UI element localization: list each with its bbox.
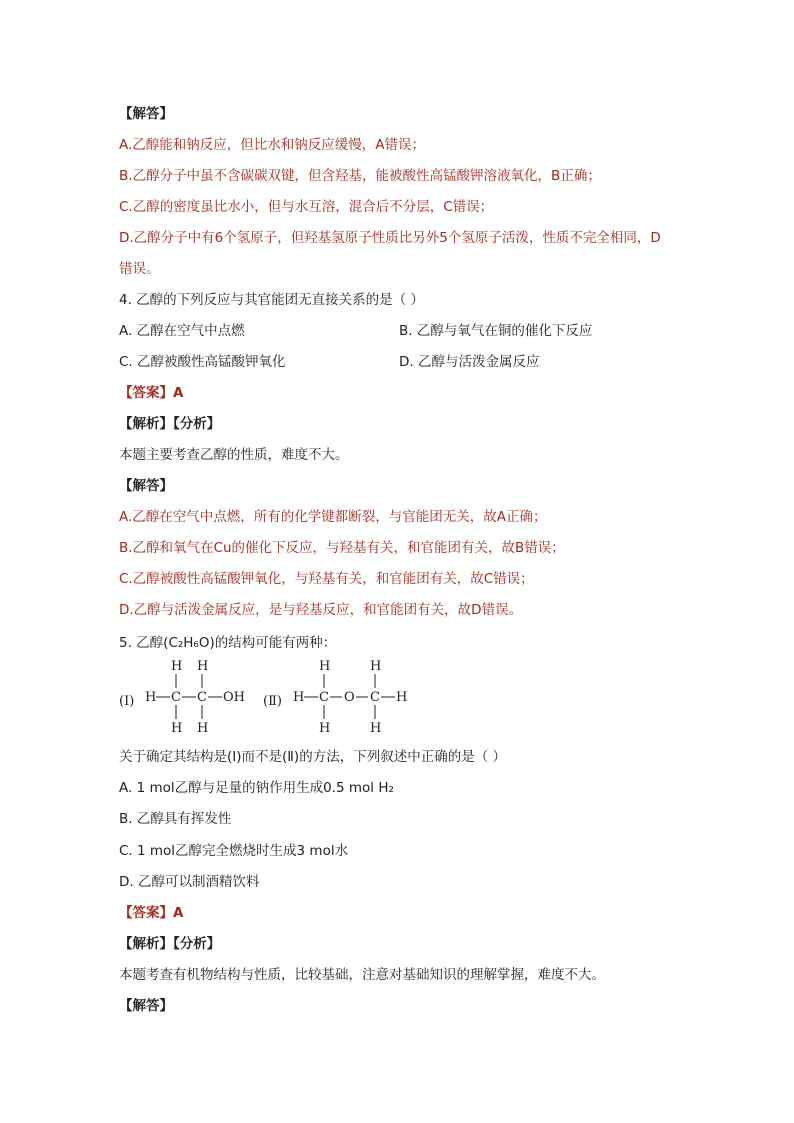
question-4-stem: 4. 乙醇的下列反应与其官能团无直接关系的是（ ）	[119, 292, 424, 308]
atom: H	[171, 659, 183, 674]
question-5-analysis: 本题考查有机物结构与性质，比较基础，注意对基础知识的理解掌握，难度不大。	[119, 967, 605, 983]
question-5-question: 关于确定其结构是(Ⅰ)而不是(Ⅱ)的方法，下列叙述中正确的是（ ）	[119, 749, 506, 765]
atom: H	[396, 690, 408, 705]
question-5-option-d: D. 乙醇可以制酒精饮料	[119, 874, 260, 890]
atom: H	[145, 690, 157, 705]
atom: H	[370, 659, 382, 674]
atom: H	[370, 721, 382, 736]
structure-1-label: (Ⅰ)	[119, 694, 135, 709]
question-4-answer: 【答案】A	[119, 385, 184, 401]
question-4-solution-d: D.乙醇与活泼金属反应，是与羟基反应，和官能团有关，故D错误。	[119, 602, 523, 618]
atom: H	[293, 690, 305, 705]
question-4-solution-c: C.乙醇被酸性高锰酸钾氧化，与羟基有关，和官能团有关，故C错误；	[119, 571, 534, 587]
atom: OH	[223, 690, 245, 705]
question-5-stem: 5. 乙醇(C₂H₆O)的结构可能有两种：	[119, 635, 337, 651]
question-5-option-a: A. 1 mol乙醇与足量的钠作用生成0.5 mol H₂	[119, 780, 394, 796]
question-5-solution-label: 【解答】	[119, 998, 173, 1014]
question-4-option-d: D. 乙醇与活泼金属反应	[399, 354, 540, 370]
question-4-option-c: C. 乙醇被酸性高锰酸钾氧化	[119, 354, 286, 370]
structural-formula-diagram	[119, 655, 539, 745]
question-5-option-b: B. 乙醇具有挥发性	[119, 811, 232, 827]
atom: H	[197, 659, 209, 674]
solution-line-d: D.乙醇分子中有6个氢原子，但羟基氢原子性质比另外5个氢原子活泼，性质不完全相同，D	[119, 230, 661, 246]
atom: C	[319, 690, 329, 705]
question-4-analysis: 本题主要考查乙醇的性质，难度不大。	[119, 447, 349, 463]
solution-line-d-cont: 错误。	[119, 261, 160, 277]
atom: C	[171, 690, 181, 705]
atom: H	[319, 721, 331, 736]
structural-formulas	[119, 655, 539, 745]
atom: H	[197, 721, 209, 736]
question-4-solution-a: A.乙醇在空气中点燃，所有的化学键都断裂，与官能团无关，故A正确；	[119, 509, 547, 525]
atom: C	[197, 690, 207, 705]
solution-line-c: C.乙醇的密度虽比水小，但与水互溶，混合后不分层，C错误；	[119, 199, 494, 215]
solution-line-a: A.乙醇能和钠反应，但比水和钠反应缓慢，A错误；	[119, 137, 426, 153]
atom: C	[370, 690, 380, 705]
question-4-option-b: B. 乙醇与氧气在铜的催化下反应	[399, 323, 593, 339]
solution-line-b: B.乙醇分子中虽不含碳碳双键，但含羟基，能被酸性高锰酸钾溶液氧化，B正确；	[119, 168, 601, 184]
question-5-option-c: C. 1 mol乙醇完全燃烧时生成3 mol水	[119, 843, 349, 859]
question-4-solution-b: B.乙醇和氧气在Cu的催化下反应，与羟基有关，和官能团有关，故B错误；	[119, 540, 565, 556]
atom: H	[171, 721, 183, 736]
question-4-option-a: A. 乙醇在空气中点燃	[119, 323, 245, 339]
question-4-solution-label: 【解答】	[119, 478, 173, 494]
atom: O	[344, 690, 355, 705]
solution-heading: 【解答】	[119, 106, 173, 122]
structure-2-label: (Ⅱ)	[263, 694, 282, 709]
question-5-analysis-label: 【解析】【分析】	[119, 936, 221, 952]
atom: H	[319, 659, 331, 674]
question-4-analysis-label: 【解析】【分析】	[119, 416, 221, 432]
question-5-answer: 【答案】A	[119, 905, 184, 921]
